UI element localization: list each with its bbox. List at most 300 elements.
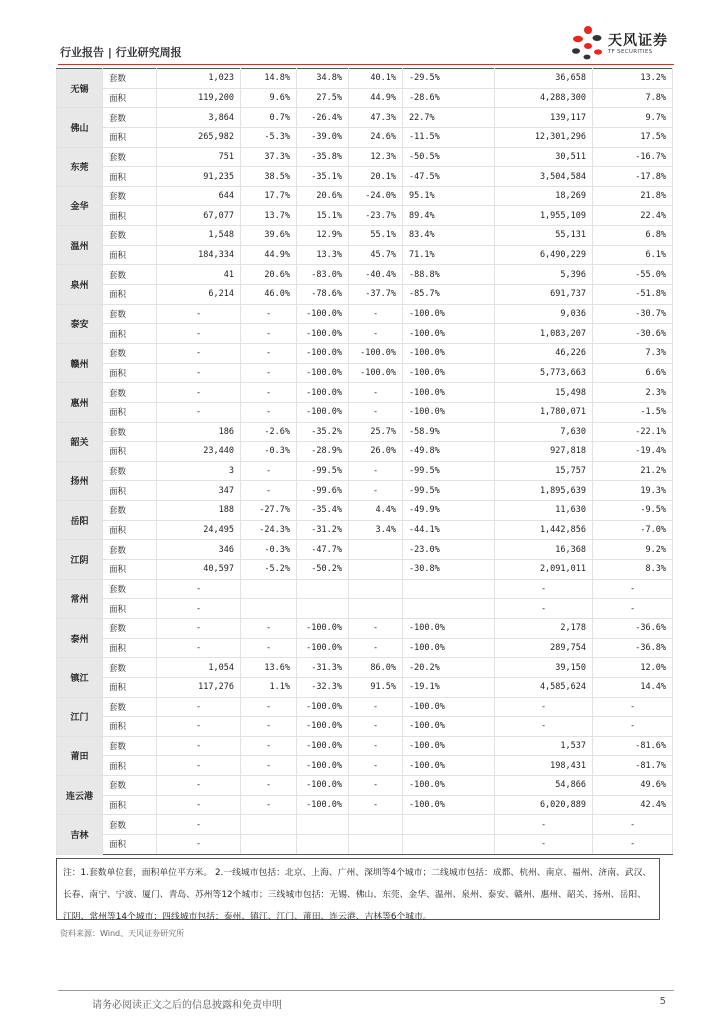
value-cell: -: [241, 402, 297, 422]
value-cell: 12.9%: [297, 226, 349, 246]
value-cell: 55,131: [495, 226, 593, 246]
value-cell: -24.0%: [349, 186, 403, 206]
metric-cell: 面积: [103, 599, 157, 619]
metric-cell: 套数: [103, 540, 157, 560]
value-cell: -100.0%: [297, 383, 349, 403]
value-cell: -: [157, 815, 241, 835]
value-cell: 15,498: [495, 383, 593, 403]
report-header-title: 行业报告 | 行业研究周报: [60, 46, 182, 59]
value-cell: 30,511: [495, 147, 593, 167]
value-cell: 188: [157, 501, 241, 521]
value-cell: 19.3%: [593, 481, 673, 501]
table-row: [57, 540, 673, 560]
value-cell: -: [593, 599, 673, 619]
value-cell: [349, 540, 403, 560]
table-row: [57, 717, 673, 737]
city-name-cell: 无锡: [57, 69, 103, 108]
value-cell: -35.8%: [297, 147, 349, 167]
value-cell: -: [241, 736, 297, 756]
value-cell: [349, 834, 403, 854]
value-cell: 5,396: [495, 265, 593, 285]
value-cell: -: [157, 717, 241, 737]
table-row: [57, 88, 673, 108]
value-cell: 49.6%: [593, 776, 673, 796]
value-cell: -100.0%: [297, 736, 349, 756]
metric-cell: 面积: [103, 206, 157, 226]
value-cell: -23.7%: [349, 206, 403, 226]
value-cell: 14.4%: [593, 677, 673, 697]
value-cell: 9.2%: [593, 540, 673, 560]
value-cell: -50.5%: [403, 147, 495, 167]
metric-cell: 套数: [103, 383, 157, 403]
metric-cell: 套数: [103, 226, 157, 246]
value-cell: 691,737: [495, 285, 593, 305]
value-cell: 4.4%: [349, 501, 403, 521]
value-cell: -100.0%: [297, 717, 349, 737]
metric-cell: 套数: [103, 186, 157, 206]
value-cell: -: [349, 756, 403, 776]
value-cell: -100.0%: [297, 697, 349, 717]
value-cell: 20.6%: [297, 186, 349, 206]
value-cell: -19.1%: [403, 677, 495, 697]
value-cell: 12.0%: [593, 658, 673, 678]
value-cell: -: [593, 579, 673, 599]
value-cell: 15.1%: [297, 206, 349, 226]
value-cell: -100.0%: [297, 795, 349, 815]
value-cell: 95.1%: [403, 186, 495, 206]
value-cell: [241, 579, 297, 599]
value-cell: 37.3%: [241, 147, 297, 167]
value-cell: -78.6%: [297, 285, 349, 305]
value-cell: -2.6%: [241, 422, 297, 442]
value-cell: -26.4%: [297, 108, 349, 128]
value-cell: -31.3%: [297, 658, 349, 678]
metric-cell: 套数: [103, 422, 157, 442]
company-logo: [568, 20, 678, 64]
city-name-cell: 连云港: [57, 776, 103, 815]
value-cell: 6,214: [157, 285, 241, 305]
value-cell: 27.5%: [297, 88, 349, 108]
table-row: [57, 186, 673, 206]
value-cell: -47.7%: [297, 540, 349, 560]
table-row: [57, 560, 673, 580]
value-cell: -: [241, 756, 297, 776]
metric-cell: 套数: [103, 108, 157, 128]
value-cell: -36.8%: [593, 638, 673, 658]
metric-cell: 面积: [103, 795, 157, 815]
value-cell: -27.7%: [241, 501, 297, 521]
value-cell: -5.2%: [241, 560, 297, 580]
value-cell: -35.1%: [297, 167, 349, 187]
value-cell: -29.5%: [403, 69, 495, 89]
metric-cell: 面积: [103, 363, 157, 383]
value-cell: -81.7%: [593, 756, 673, 776]
value-cell: 13.2%: [593, 69, 673, 89]
value-cell: 751: [157, 147, 241, 167]
value-cell: -83.0%: [297, 265, 349, 285]
value-cell: -: [349, 795, 403, 815]
value-cell: -100.0%: [297, 638, 349, 658]
value-cell: 39,150: [495, 658, 593, 678]
table-row: [57, 697, 673, 717]
value-cell: -30.6%: [593, 324, 673, 344]
value-cell: 644: [157, 186, 241, 206]
value-cell: -24.3%: [241, 520, 297, 540]
value-cell: 3: [157, 461, 241, 481]
value-cell: 25.7%: [349, 422, 403, 442]
value-cell: 198,431: [495, 756, 593, 776]
value-cell: 17.7%: [241, 186, 297, 206]
value-cell: -100.0%: [403, 795, 495, 815]
value-cell: 1.1%: [241, 677, 297, 697]
city-sales-table: [56, 68, 673, 855]
table-row: [57, 245, 673, 265]
value-cell: -: [349, 638, 403, 658]
value-cell: -100.0%: [349, 343, 403, 363]
value-cell: -30.7%: [593, 304, 673, 324]
value-cell: 22.7%: [403, 108, 495, 128]
metric-cell: 面积: [103, 285, 157, 305]
value-cell: 40,597: [157, 560, 241, 580]
city-name-cell: 赣州: [57, 343, 103, 382]
value-cell: [349, 560, 403, 580]
table-row: [57, 324, 673, 344]
table-row: [57, 795, 673, 815]
value-cell: -19.4%: [593, 442, 673, 462]
city-name-cell: 扬州: [57, 461, 103, 500]
value-cell: [297, 579, 349, 599]
value-cell: -: [157, 324, 241, 344]
value-cell: [403, 834, 495, 854]
table-row: [57, 343, 673, 363]
metric-cell: 套数: [103, 304, 157, 324]
city-name-cell: 吉林: [57, 815, 103, 854]
value-cell: -: [495, 599, 593, 619]
value-cell: -16.7%: [593, 147, 673, 167]
value-cell: -: [157, 383, 241, 403]
value-cell: 7.3%: [593, 343, 673, 363]
value-cell: -100.0%: [403, 697, 495, 717]
value-cell: -28.6%: [403, 88, 495, 108]
value-cell: -100.0%: [403, 756, 495, 776]
value-cell: 36,658: [495, 69, 593, 89]
city-name-cell: 岳阳: [57, 501, 103, 540]
metric-cell: 套数: [103, 69, 157, 89]
data-source: 资料来源：Wind、天风证券研究所: [60, 929, 185, 938]
value-cell: -: [157, 343, 241, 363]
value-cell: -: [241, 343, 297, 363]
value-cell: -: [349, 304, 403, 324]
logo-name-en: TF SECURITIES: [608, 49, 653, 55]
value-cell: 46,226: [495, 343, 593, 363]
city-name-cell: 江门: [57, 697, 103, 736]
value-cell: -100.0%: [297, 776, 349, 796]
value-cell: 40.1%: [349, 69, 403, 89]
value-cell: 289,754: [495, 638, 593, 658]
value-cell: 34.8%: [297, 69, 349, 89]
value-cell: 1,537: [495, 736, 593, 756]
metric-cell: 套数: [103, 343, 157, 363]
value-cell: -: [241, 776, 297, 796]
value-cell: -100.0%: [297, 363, 349, 383]
value-cell: 24.6%: [349, 127, 403, 147]
value-cell: 1,895,639: [495, 481, 593, 501]
city-name-cell: 泰安: [57, 304, 103, 343]
value-cell: -: [593, 815, 673, 835]
value-cell: -100.0%: [297, 402, 349, 422]
table-row: [57, 304, 673, 324]
city-name-cell: 泉州: [57, 265, 103, 304]
value-cell: 41: [157, 265, 241, 285]
value-cell: 1,955,109: [495, 206, 593, 226]
table-note: 注：1.套数单位套，面积单位平方米。 2.一线城市包括：北京、上海、广州、深圳等4个城市；二线城市包括：成都、杭州、南京、福州、济南、武汉、长春、南宁、宁波、厦门、青岛、苏州等12个城市；三线城市包括：无锡、佛山、东莞、金华、温州、泉州、泰安、赣州、惠州、韶关、扬州、岳阳、江阴、常州等14个城市；四线城市包括：泰州、镇江、江门、莆田、连云港、吉林等6个城市。: [56, 858, 660, 920]
value-cell: -: [157, 776, 241, 796]
value-cell: -: [157, 736, 241, 756]
value-cell: 26.0%: [349, 442, 403, 462]
value-cell: -: [241, 795, 297, 815]
metric-cell: 套数: [103, 658, 157, 678]
value-cell: -100.0%: [297, 324, 349, 344]
metric-cell: 套数: [103, 697, 157, 717]
value-cell: -100.0%: [403, 343, 495, 363]
value-cell: 2.3%: [593, 383, 673, 403]
value-cell: 16,368: [495, 540, 593, 560]
value-cell: 9,036: [495, 304, 593, 324]
value-cell: 2,178: [495, 618, 593, 638]
value-cell: -31.2%: [297, 520, 349, 540]
value-cell: 139,117: [495, 108, 593, 128]
value-cell: 6.1%: [593, 245, 673, 265]
value-cell: -1.5%: [593, 402, 673, 422]
value-cell: -22.1%: [593, 422, 673, 442]
city-name-cell: 江阴: [57, 540, 103, 579]
value-cell: -: [157, 795, 241, 815]
table-row: [57, 226, 673, 246]
value-cell: [349, 815, 403, 835]
value-cell: -: [241, 363, 297, 383]
table-row: [57, 501, 673, 521]
value-cell: -100.0%: [349, 363, 403, 383]
value-cell: -100.0%: [403, 618, 495, 638]
value-cell: 20.6%: [241, 265, 297, 285]
table-row: [57, 167, 673, 187]
value-cell: 21.2%: [593, 461, 673, 481]
city-name-cell: 金华: [57, 186, 103, 225]
value-cell: 347: [157, 481, 241, 501]
value-cell: 1,442,856: [495, 520, 593, 540]
city-name-cell: 东莞: [57, 147, 103, 186]
city-name-cell: 佛山: [57, 108, 103, 147]
value-cell: -100.0%: [297, 756, 349, 776]
value-cell: 117,276: [157, 677, 241, 697]
value-cell: 9.7%: [593, 108, 673, 128]
value-cell: -9.5%: [593, 501, 673, 521]
table-row: [57, 834, 673, 854]
value-cell: 1,780,071: [495, 402, 593, 422]
value-cell: -: [241, 717, 297, 737]
table-row: [57, 108, 673, 128]
value-cell: [403, 579, 495, 599]
value-cell: 22.4%: [593, 206, 673, 226]
value-cell: [297, 834, 349, 854]
value-cell: 55.1%: [349, 226, 403, 246]
value-cell: -49.8%: [403, 442, 495, 462]
value-cell: 42.4%: [593, 795, 673, 815]
value-cell: -: [157, 304, 241, 324]
logo-name-cn: 天风证券: [608, 33, 668, 49]
value-cell: -: [349, 324, 403, 344]
value-cell: -99.5%: [403, 461, 495, 481]
value-cell: [241, 599, 297, 619]
value-cell: 4,585,624: [495, 677, 593, 697]
metric-cell: 套数: [103, 618, 157, 638]
metric-cell: 套数: [103, 501, 157, 521]
value-cell: -: [241, 324, 297, 344]
metric-cell: 面积: [103, 481, 157, 501]
value-cell: -: [157, 618, 241, 638]
metric-cell: 套数: [103, 579, 157, 599]
table-row: [57, 638, 673, 658]
value-cell: -: [349, 717, 403, 737]
table-row: [57, 363, 673, 383]
table-row: [57, 442, 673, 462]
table-row: [57, 69, 673, 89]
value-cell: -: [157, 402, 241, 422]
table-row: [57, 422, 673, 442]
value-cell: -35.4%: [297, 501, 349, 521]
value-cell: 9.6%: [241, 88, 297, 108]
footer-disclaimer: 请务必阅读正文之后的信息披露和免责申明: [92, 1000, 282, 1011]
value-cell: -55.0%: [593, 265, 673, 285]
value-cell: 15,757: [495, 461, 593, 481]
value-cell: -: [157, 638, 241, 658]
value-cell: 46.0%: [241, 285, 297, 305]
value-cell: -: [593, 834, 673, 854]
value-cell: -47.5%: [403, 167, 495, 187]
table-row: [57, 520, 673, 540]
value-cell: -100.0%: [403, 638, 495, 658]
value-cell: 8.3%: [593, 560, 673, 580]
table-row: [57, 756, 673, 776]
value-cell: 6,020,889: [495, 795, 593, 815]
value-cell: -: [157, 579, 241, 599]
value-cell: -51.8%: [593, 285, 673, 305]
value-cell: 18,269: [495, 186, 593, 206]
value-cell: -100.0%: [297, 343, 349, 363]
value-cell: -100.0%: [297, 618, 349, 638]
metric-cell: 面积: [103, 638, 157, 658]
city-name-cell: 惠州: [57, 383, 103, 422]
table-row: [57, 206, 673, 226]
value-cell: -: [495, 579, 593, 599]
table-row: [57, 618, 673, 638]
metric-cell: 套数: [103, 736, 157, 756]
value-cell: 11,630: [495, 501, 593, 521]
table-row: [57, 579, 673, 599]
value-cell: -: [593, 717, 673, 737]
value-cell: -100.0%: [403, 363, 495, 383]
value-cell: -30.8%: [403, 560, 495, 580]
value-cell: -: [157, 599, 241, 619]
value-cell: 24,495: [157, 520, 241, 540]
value-cell: 67,077: [157, 206, 241, 226]
table-row: [57, 815, 673, 835]
city-name-cell: 温州: [57, 226, 103, 265]
value-cell: 89.4%: [403, 206, 495, 226]
value-cell: 3.4%: [349, 520, 403, 540]
value-cell: -0.3%: [241, 442, 297, 462]
table-row: [57, 147, 673, 167]
value-cell: 6.8%: [593, 226, 673, 246]
value-cell: -49.9%: [403, 501, 495, 521]
value-cell: 54,866: [495, 776, 593, 796]
value-cell: 83.4%: [403, 226, 495, 246]
value-cell: -: [349, 776, 403, 796]
value-cell: -: [349, 481, 403, 501]
value-cell: -81.6%: [593, 736, 673, 756]
table-row: [57, 461, 673, 481]
metric-cell: 面积: [103, 442, 157, 462]
value-cell: -: [495, 815, 593, 835]
value-cell: -37.7%: [349, 285, 403, 305]
value-cell: 21.8%: [593, 186, 673, 206]
value-cell: -: [349, 697, 403, 717]
value-cell: -0.3%: [241, 540, 297, 560]
value-cell: 184,334: [157, 245, 241, 265]
metric-cell: 面积: [103, 520, 157, 540]
table-row: [57, 402, 673, 422]
value-cell: -100.0%: [403, 402, 495, 422]
city-name-cell: 镇江: [57, 658, 103, 697]
value-cell: 1,548: [157, 226, 241, 246]
value-cell: 1,023: [157, 69, 241, 89]
metric-cell: 面积: [103, 756, 157, 776]
value-cell: [403, 599, 495, 619]
value-cell: 44.9%: [349, 88, 403, 108]
city-name-cell: 韶关: [57, 422, 103, 461]
metric-cell: 面积: [103, 88, 157, 108]
value-cell: 91.5%: [349, 677, 403, 697]
value-cell: -: [241, 481, 297, 501]
value-cell: -: [157, 363, 241, 383]
value-cell: 186: [157, 422, 241, 442]
value-cell: -40.4%: [349, 265, 403, 285]
city-name-cell: 泰州: [57, 618, 103, 657]
value-cell: 39.6%: [241, 226, 297, 246]
value-cell: -: [241, 461, 297, 481]
page-number: 5: [659, 996, 666, 1007]
table-row: [57, 383, 673, 403]
value-cell: 1,083,207: [495, 324, 593, 344]
metric-cell: 套数: [103, 815, 157, 835]
value-cell: 71.1%: [403, 245, 495, 265]
value-cell: 4,288,300: [495, 88, 593, 108]
value-cell: -58.9%: [403, 422, 495, 442]
metric-cell: 套数: [103, 461, 157, 481]
value-cell: 38.5%: [241, 167, 297, 187]
metric-cell: 面积: [103, 402, 157, 422]
value-cell: -11.5%: [403, 127, 495, 147]
value-cell: 12.3%: [349, 147, 403, 167]
value-cell: 23,440: [157, 442, 241, 462]
value-cell: -: [349, 402, 403, 422]
table-row: [57, 481, 673, 501]
header-rule: [58, 64, 674, 65]
value-cell: -: [495, 697, 593, 717]
value-cell: -: [157, 834, 241, 854]
value-cell: -: [495, 717, 593, 737]
table-row: [57, 736, 673, 756]
